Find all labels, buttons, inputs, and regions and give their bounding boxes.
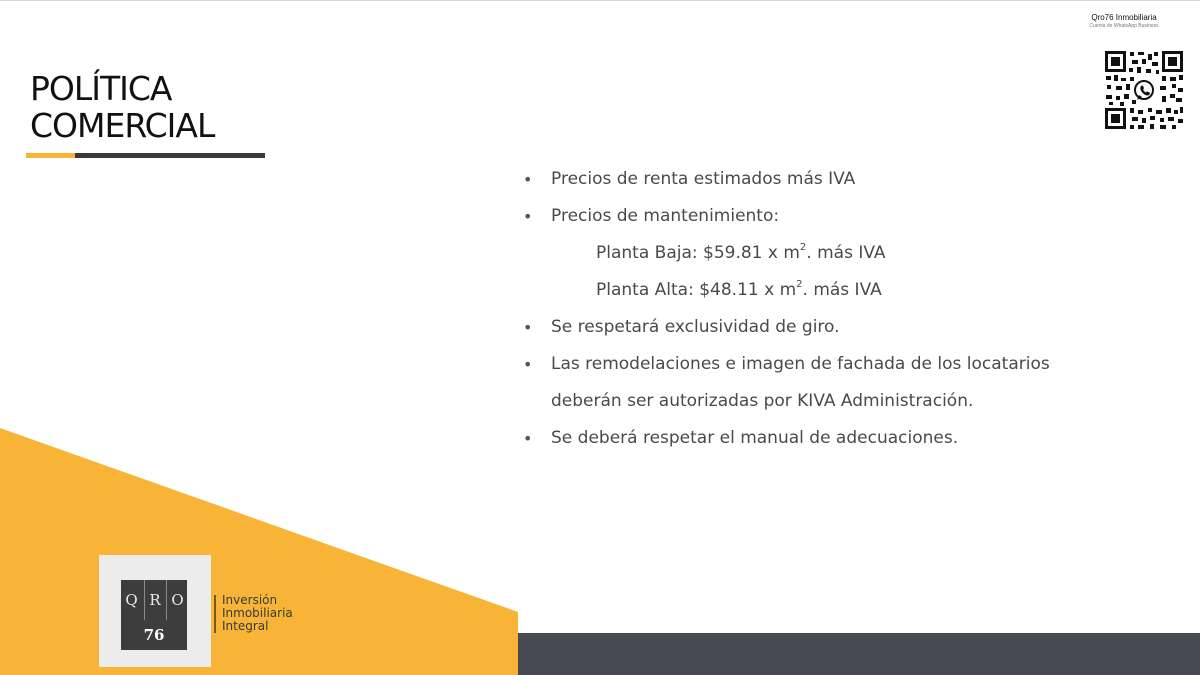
qr-caption [1064,12,1184,30]
qr-account-subtitle: Cuenta de WhatsApp Business [1089,23,1159,29]
logo-divider [214,595,216,633]
page-title-line2: COMERCIAL [30,106,215,145]
ground-floor-suffix: . más IVA [806,243,886,263]
logo-letter-q: Q [125,591,138,609]
logo-tagline-line2: Inmobiliaria [222,606,293,620]
list-item-text-continued: deberán ser autorizadas por KIVA Administración. [551,391,974,411]
superscript: 2 [796,279,803,291]
page-title-line1: POLÍTICA [30,69,172,108]
logo-tagline-line1: Inversión [222,593,278,607]
title-underline-accent [26,153,75,158]
list-item-text: Precios de renta estimados más IVA [551,169,856,189]
ground-floor-price: Planta Baja: $59.81 x m [596,243,800,263]
list-item-text: Se respetará exclusividad de giro. [551,317,840,337]
list-subitem [520,272,1140,309]
logo-tagline [222,594,293,633]
list-item-text: Se deberá respetar el manual de adecuaciones. [551,428,959,448]
company-logo [99,555,211,667]
list-item [520,346,1140,420]
upper-floor-price: Planta Alta: $48.11 x m [596,280,797,300]
logo-letter-r: R [144,580,166,620]
list-item-text: Precios de mantenimiento: [551,206,780,226]
title-underline-dark [75,153,265,158]
list-item [520,309,1140,346]
logo-number: 76 [143,626,165,644]
list-subitem [520,235,1140,272]
qr-account-name: Qro76 Inmobiliaria [1091,13,1157,22]
logo-tagline-line3: Integral [222,619,269,633]
logo-letter-o: O [166,580,188,620]
list-item-text: Las remodelaciones e imagen de fachada de los locatarios [551,354,1050,374]
upper-floor-suffix: . más IVA [802,280,882,300]
list-item [520,198,1140,235]
superscript: 2 [799,242,807,254]
list-item [520,420,1140,457]
whatsapp-qr-code-icon[interactable] [1104,50,1184,130]
footer-dark-bar [518,633,1200,675]
title-underline [26,153,265,158]
policy-list [520,161,1140,457]
page-title [30,70,214,144]
logo-mark [121,580,187,650]
list-item [520,161,1140,198]
